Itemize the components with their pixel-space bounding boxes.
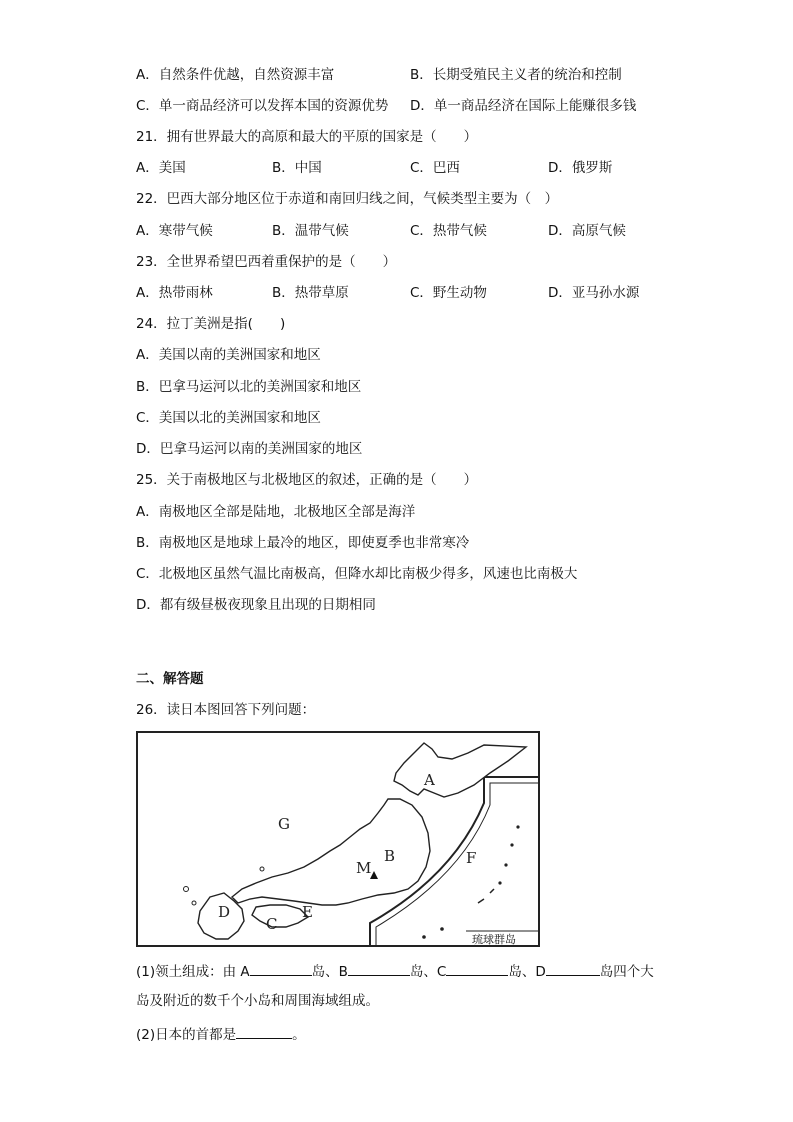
q25-stem: 25．关于南极地区与北极地区的叙述，正确的是（ ） <box>136 472 478 488</box>
q24-option-a: A．美国以南的美洲国家和地区 <box>136 347 321 363</box>
q21-stem: 21．拥有世界最大的高原和最大的平原的国家是（ ） <box>136 129 478 145</box>
q21-option-a: A．美国 <box>136 160 186 176</box>
answer-blank-a[interactable] <box>250 961 312 976</box>
q22-option-b: B．温带气候 <box>272 223 349 239</box>
q21-option-b: B．中国 <box>272 160 322 176</box>
q26-part1-suffix: 岛四个大 <box>599 964 654 980</box>
q24-option-c: C．美国以北的美洲国家和地区 <box>136 410 321 426</box>
answer-blank-b[interactable] <box>348 961 410 976</box>
small-island <box>440 927 444 931</box>
q26-part1-island1: 岛、B <box>311 964 348 980</box>
small-island <box>422 935 426 939</box>
map-label-d: D <box>218 903 231 921</box>
q25-option-d: D．都有级昼极夜现象且出现的日期相同 <box>136 597 376 613</box>
answer-blank-d[interactable] <box>546 961 600 976</box>
honshu-island <box>232 799 430 905</box>
small-island <box>184 887 189 892</box>
q26-part1 <box>136 961 654 981</box>
small-island <box>516 825 519 828</box>
map-label-m: M <box>356 859 372 877</box>
q23-stem: 23．全世界希望巴西着重保护的是（ ） <box>136 254 397 270</box>
q22-stem: 22．巴西大部分地区位于赤道和南回归线之间，气候类型主要为（ ） <box>136 191 559 207</box>
q23-option-d: D．亚马孙水源 <box>548 285 640 301</box>
q20-option-b: B．长期受殖民主义者的统治和控制 <box>410 67 622 83</box>
q26-part2 <box>136 1024 306 1044</box>
small-island <box>498 881 501 884</box>
q26-part1-prefix: (1)领土组成：由 A <box>136 964 250 980</box>
q23-option-a: A．热带雨林 <box>136 285 213 301</box>
q26-part1-line2: 岛及附近的数千个小岛和周围海域组成。 <box>136 993 379 1009</box>
q21-option-c: C．巴西 <box>410 160 460 176</box>
q25-option-b: B．南极地区是地球上最冷的地区，即使夏季也非常寒冷 <box>136 535 470 551</box>
small-island <box>192 901 196 905</box>
map-label-e: E <box>302 903 313 921</box>
q20-option-d: D．单一商品经济在国际上能赚很多钱 <box>410 98 637 114</box>
q23-option-b: B．热带草原 <box>272 285 349 301</box>
small-island <box>504 863 507 866</box>
q24-option-b: B．巴拿马运河以北的美洲国家和地区 <box>136 379 362 395</box>
q22-option-d: D．高原气候 <box>548 223 626 239</box>
q26-stem: 26．读日本图回答下列问题： <box>136 702 316 718</box>
q22-option-c: C．热带气候 <box>410 223 487 239</box>
small-island <box>260 867 264 871</box>
q25-option-c: C．北极地区虽然气温比南极高，但降水却比南极少得多，风速也比南极大 <box>136 566 578 582</box>
q20-option-c: C．单一商品经济可以发挥本国的资源优势 <box>136 98 389 114</box>
hokkaido-island <box>394 743 526 797</box>
q22-option-a: A．寒带气候 <box>136 223 213 239</box>
small-island <box>510 843 513 846</box>
q21-option-d: D．俄罗斯 <box>548 160 613 176</box>
section-title: 二、解答题 <box>136 671 204 687</box>
shikoku-island <box>252 905 308 927</box>
map-label-b: B <box>384 847 396 865</box>
answer-blank-capital[interactable] <box>236 1024 292 1039</box>
q24-option-d: D．巴拿马运河以南的美洲国家的地区 <box>136 441 363 457</box>
q26-part1-island2: 岛、C <box>409 964 447 980</box>
answer-blank-c[interactable] <box>446 961 508 976</box>
map-label-c: C <box>266 915 278 933</box>
q20-option-a: A．自然条件优越，自然资源丰富 <box>136 67 335 83</box>
q25-option-a: A．南极地区全部是陆地，北极地区全部是海洋 <box>136 504 416 520</box>
q26-part1-island3: 岛、D <box>508 964 546 980</box>
japan-map <box>136 731 540 947</box>
q26-part2-prefix: (2)日本的首都是 <box>136 1027 237 1043</box>
map-label-g: G <box>278 815 290 833</box>
small-island <box>478 889 494 903</box>
map-label-a: A <box>424 771 435 789</box>
q24-stem: 24．拉丁美洲是指( ) <box>136 316 286 332</box>
japan-map-drawing <box>138 733 538 945</box>
q26-part2-suffix: 。 <box>292 1027 306 1043</box>
inset-label: 琉球群岛 <box>472 933 516 945</box>
q23-option-c: C．野生动物 <box>410 285 487 301</box>
map-label-f: F <box>466 849 477 867</box>
